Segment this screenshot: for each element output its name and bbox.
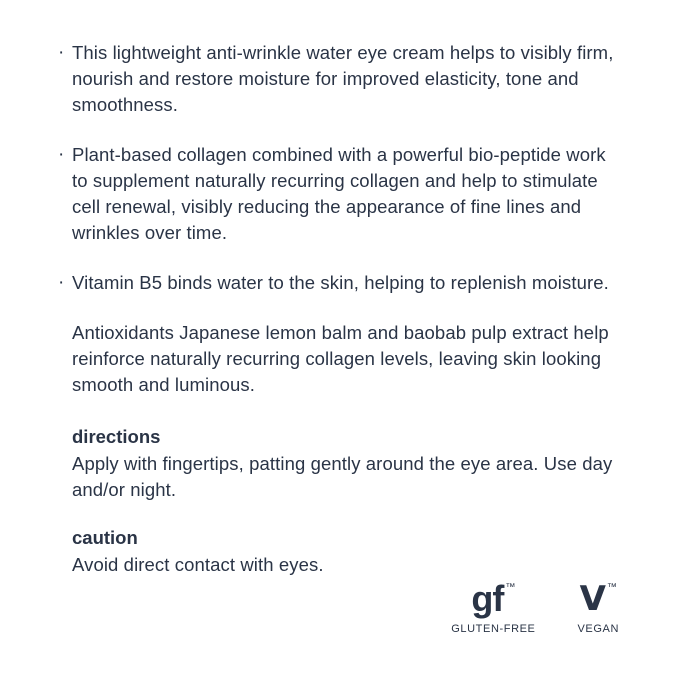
antioxidants-paragraph: Antioxidants Japanese lemon balm and baobab pulp extract help reinforce naturally recurring collagen levels, leaving skin looking smooth and luminous.	[72, 322, 609, 395]
list-item	[58, 270, 621, 296]
gluten-free-label: GLUTEN-FREE	[451, 623, 536, 635]
caution-body: Avoid direct contact with eyes.	[72, 554, 324, 575]
list-item	[58, 40, 621, 118]
bullet-marker: ·	[58, 42, 65, 63]
caution-heading: caution	[72, 527, 138, 548]
caution-section	[72, 525, 621, 578]
bullet-text: Plant-based collagen combined with a powerful bio-peptide work to supplement naturally recurring collagen and help to stimulate cell renewal, visibly reducing the appearance of fine lines and wrinkles over time.	[72, 144, 606, 243]
vegan-glyph: V	[579, 579, 605, 619]
gluten-free-glyph: gf	[471, 578, 504, 619]
directions-heading: directions	[72, 426, 161, 447]
certification-badges	[451, 580, 619, 635]
bullet-text: Vitamin B5 binds water to the skin, helping to replenish moisture.	[72, 272, 609, 293]
gluten-free-badge	[451, 580, 535, 635]
bullet-marker: ·	[58, 144, 65, 165]
vegan-icon	[577, 580, 619, 620]
vegan-label: VEGAN	[577, 623, 619, 635]
trademark-symbol: ™	[606, 582, 617, 593]
bullet-text: This lightweight anti-wrinkle water eye cream helps to visibly firm, nourish and restore moisture for improved elasticity, tone and smoothness.	[72, 42, 614, 115]
vegan-badge	[577, 580, 619, 635]
bullet-marker: ·	[58, 272, 65, 293]
directions-section	[72, 424, 621, 503]
trademark-symbol: ™	[505, 582, 516, 593]
list-item	[58, 142, 621, 246]
gluten-free-icon	[451, 580, 535, 620]
directions-body: Apply with fingertips, patting gently around the eye area. Use day and/or night.	[72, 453, 613, 500]
